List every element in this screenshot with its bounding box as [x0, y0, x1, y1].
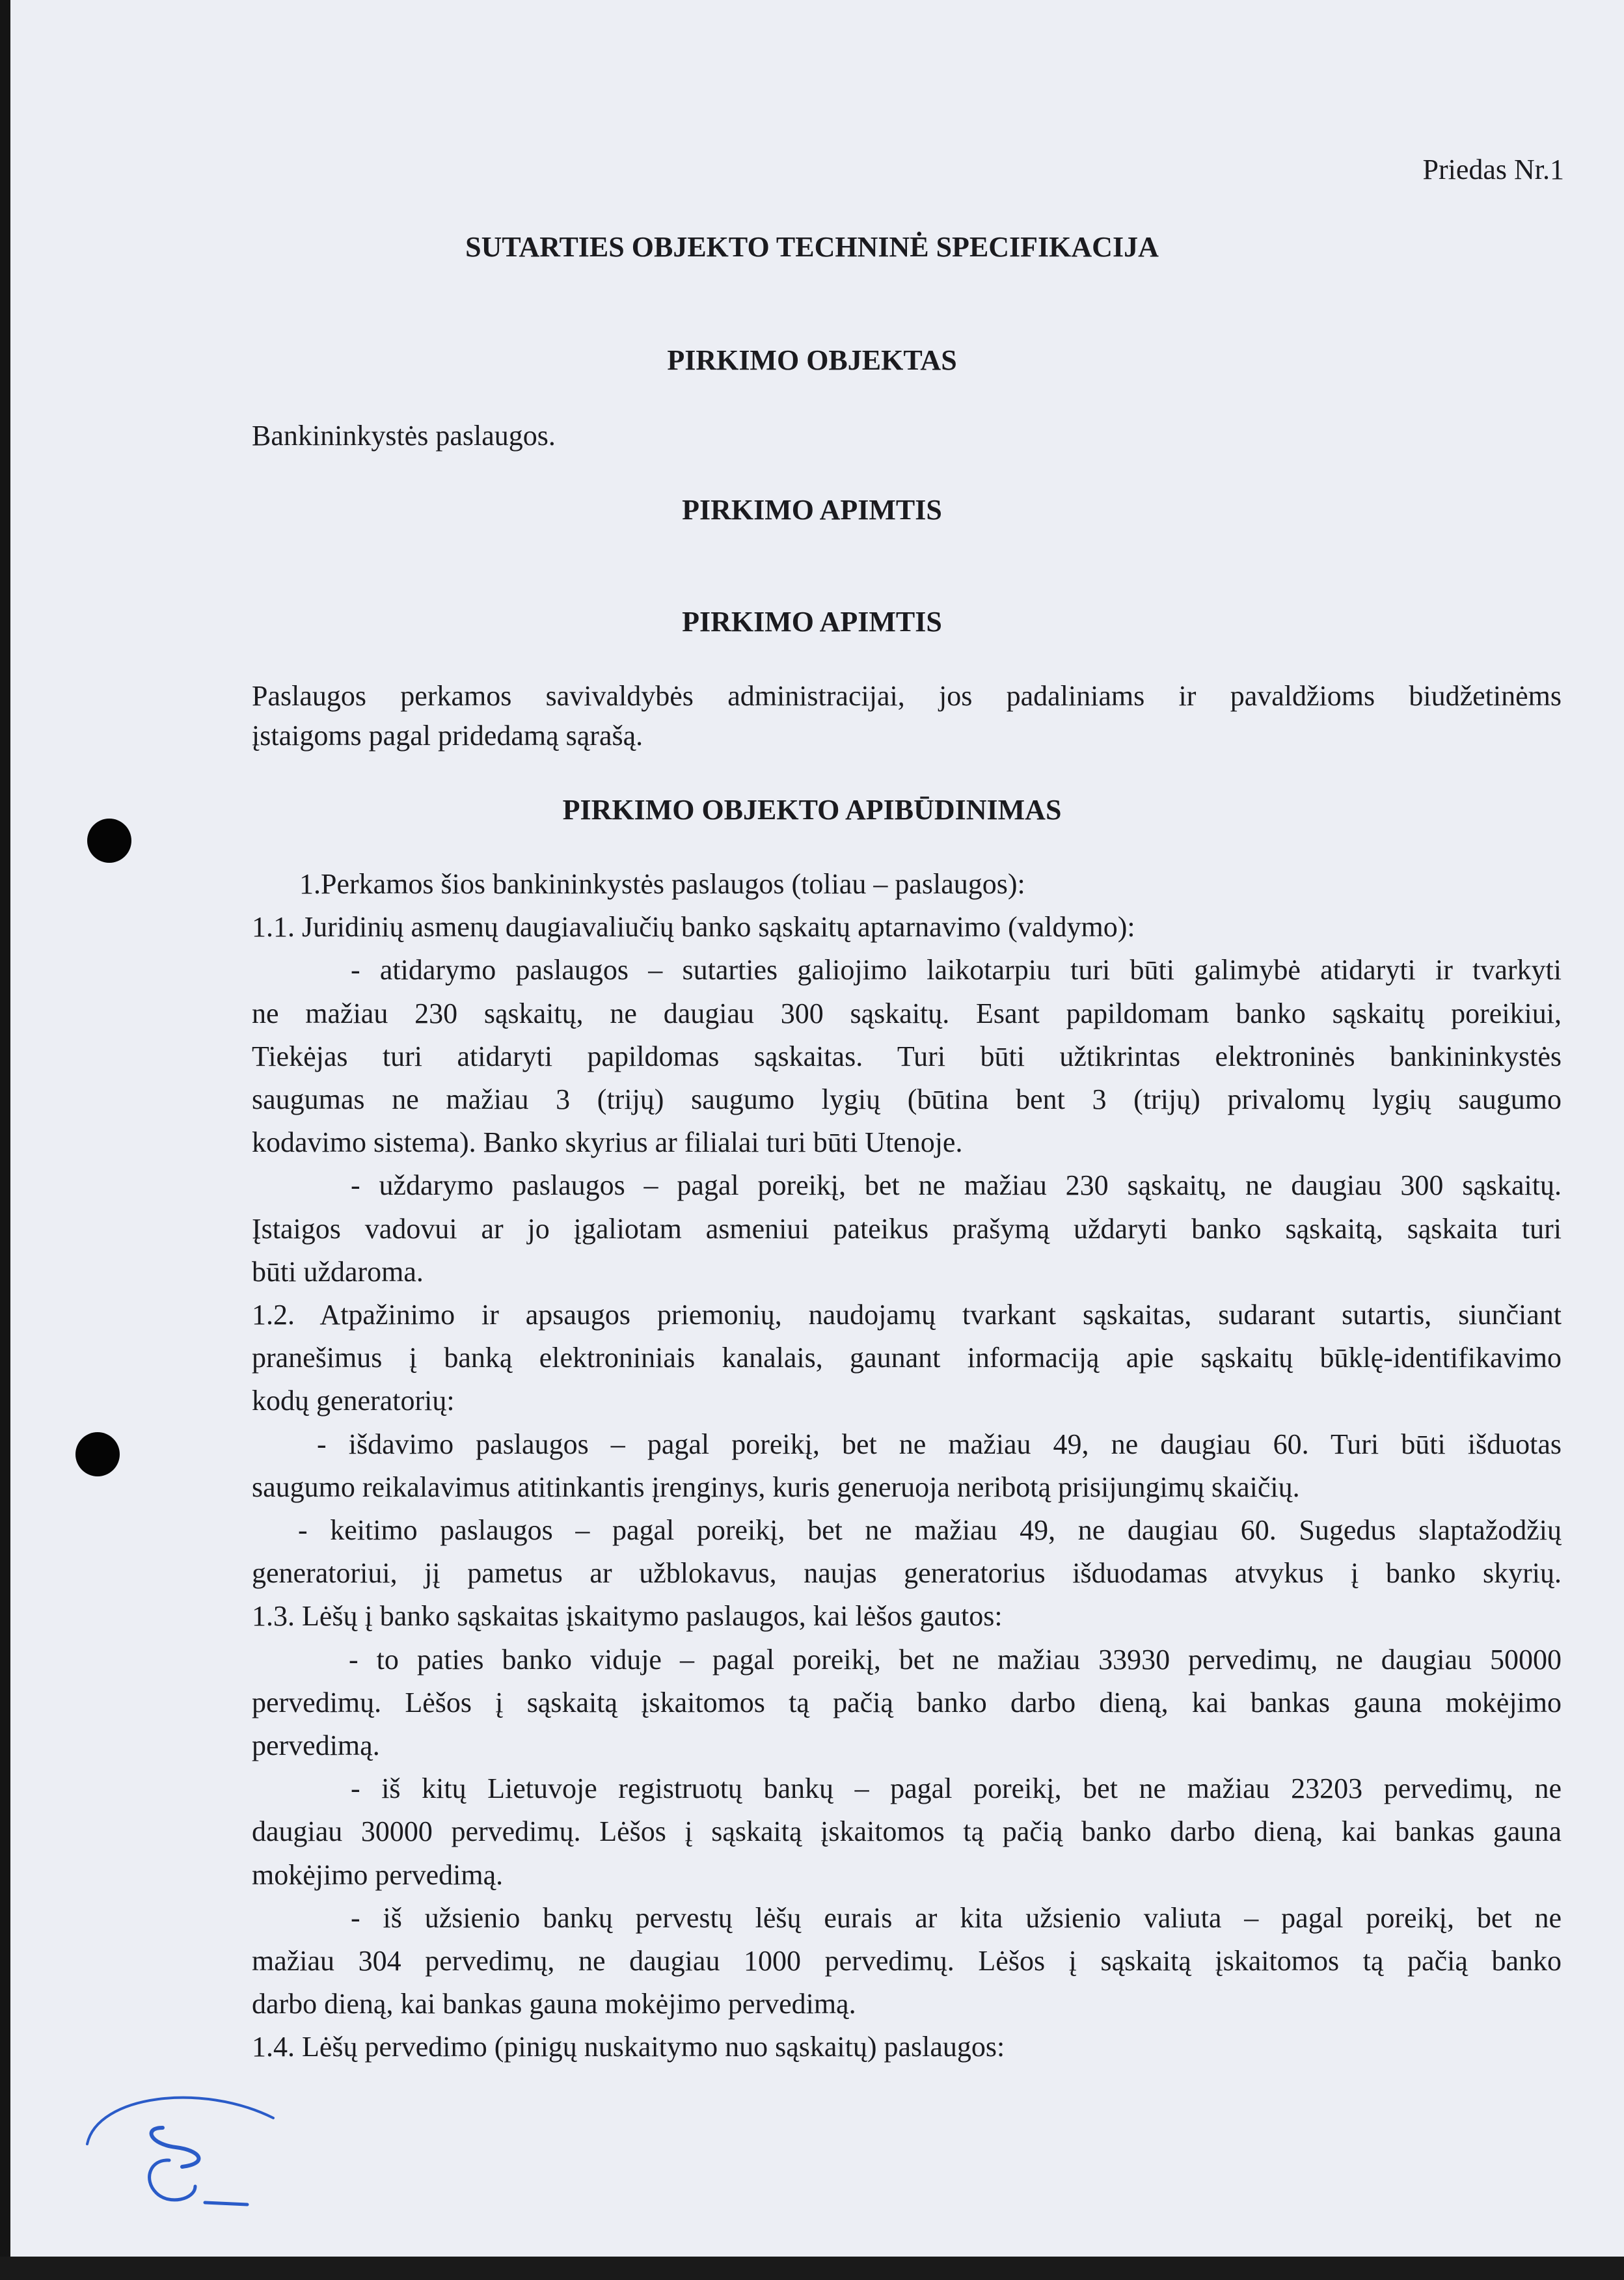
- body-line: ne mažiau 230 sąskaitų, ne daugiau 300 sąskaitų. Esant papildomam banko sąskaitų poreikiui,: [252, 998, 1562, 1029]
- body-line: 1.4. Lėšų pervedimo (pinigų nuskaitymo nuo sąskaitų) paslaugos:: [252, 2031, 1005, 2063]
- body-line: - atidarymo paslaugos – sutarties galiojimo laikotarpiu turi būti galimybė atidaryti ir tvarkyti: [351, 954, 1562, 986]
- body-line: darbo dieną, kai bankas gauna mokėjimo pervedimą.: [252, 1988, 856, 2020]
- scope-heading-repeat: PIRKIMO APIMTIS: [682, 606, 942, 638]
- body-line: generatoriui, jį pametus ar užblokavus, naujas generatorius išduodamas atvykus į banko skyrių.: [252, 1557, 1562, 1589]
- body-line: kodų generatorių:: [252, 1385, 455, 1417]
- body-line: pranešimus į banką elektroniniais kanalais, gaunant informaciją apie sąskaitų būklę-identifikavimo: [252, 1342, 1562, 1374]
- body-line: saugumas ne mažiau 3 (trijų) saugumo lygių (būtina bent 3 (trijų) privalomų lygių saugumo: [252, 1083, 1562, 1115]
- body-line: - iš užsienio bankų pervestų lėšų eurais ar kita užsienio valiuta – pagal poreikį, bet ne: [351, 1902, 1562, 1934]
- object-heading: PIRKIMO OBJEKTAS: [667, 344, 957, 376]
- body-line: būti uždaroma.: [252, 1256, 424, 1288]
- body-line: 1.Perkamos šios bankininkystės paslaugos (toliau – paslaugos):: [299, 868, 1025, 900]
- body-line: - išdavimo paslaugos – pagal poreikį, bet ne mažiau 49, ne daugiau 60. Turi būti išduotas: [317, 1428, 1562, 1460]
- body-line: Įstaigos vadovui ar jo įgaliotam asmeniui pateikus prašymą uždaryti banko sąskaitą, sąskaita turi: [252, 1213, 1562, 1245]
- body-line: 1.2. Atpažinimo ir apsaugos priemonių, naudojamų tvarkant sąskaitas, sudarant sutartis, siunčiant: [252, 1299, 1562, 1331]
- body-line: pervedimą.: [252, 1730, 380, 1761]
- body-line: pervedimų. Lėšos į sąskaitą įskaitomos tą pačią banko darbo dieną, kai bankas gauna mokėjimo: [252, 1687, 1562, 1718]
- handwritten-signature: [72, 2082, 293, 2225]
- punch-hole-bottom: [75, 1432, 120, 1476]
- body-line: daugiau 30000 pervedimų. Lėšos į sąskaitą įskaitomos tą pačią banko darbo dieną, kai bankas gauna: [252, 1815, 1562, 1847]
- body-line: Tiekėjas turi atidaryti papildomas sąskaitas. Turi būti užtikrintas elektroninės bankininkystės: [252, 1040, 1562, 1072]
- object-text: Bankininkystės paslaugos.: [252, 420, 556, 452]
- scope-heading: PIRKIMO APIMTIS: [682, 494, 942, 526]
- body-line: 1.3. Lėšų į banko sąskaitas įskaitymo paslaugos, kai lėšos gautos:: [252, 1600, 1003, 1632]
- body-line: - iš kitų Lietuvoje registruotų bankų – pagal poreikį, bet ne mažiau 23203 pervedimų, ne: [351, 1772, 1562, 1804]
- annex-label: Priedas Nr.1: [1422, 154, 1564, 185]
- body-line: kodavimo sistema). Banko skyrius ar filialai turi būti Utenoje.: [252, 1126, 963, 1158]
- body-line: - to paties banko viduje – pagal poreikį, bet ne mažiau 33930 pervedimų, ne daugiau 50000: [349, 1644, 1562, 1676]
- scan-edge-bottom: [0, 2257, 1624, 2280]
- body-line: 1.1. Juridinių asmenų daugiavaliučių banko sąskaitų aptarnavimo (valdymo):: [252, 911, 1135, 943]
- description-heading: PIRKIMO OBJEKTO APIBŪDINIMAS: [562, 794, 1062, 826]
- body-line: mokėjimo pervedimą.: [252, 1859, 504, 1891]
- document-title: SUTARTIES OBJEKTO TECHNINĖ SPECIFIKACIJA: [465, 231, 1159, 263]
- scope-text-line: Paslaugos perkamos savivaldybės administracijai, jos padaliniams ir pavaldžioms biudžetinėms: [252, 680, 1562, 712]
- body-line: - keitimo paslaugos – pagal poreikį, bet ne mažiau 49, ne daugiau 60. Sugedus slaptažodžių: [298, 1514, 1562, 1546]
- scope-text-line: įstaigoms pagal pridedamą sąrašą.: [252, 720, 643, 752]
- body-line: mažiau 304 pervedimų, ne daugiau 1000 pervedimų. Lėšos į sąskaitą įskaitomos tą pačią banko: [252, 1945, 1562, 1977]
- body-line: saugumo reikalavimus atitinkantis įrenginys, kuris generuoja neribotą prisijungimų skaičių.: [252, 1471, 1300, 1503]
- body-line: - uždarymo paslaugos – pagal poreikį, bet ne mažiau 230 sąskaitų, ne daugiau 300 sąskaitų.: [351, 1169, 1562, 1201]
